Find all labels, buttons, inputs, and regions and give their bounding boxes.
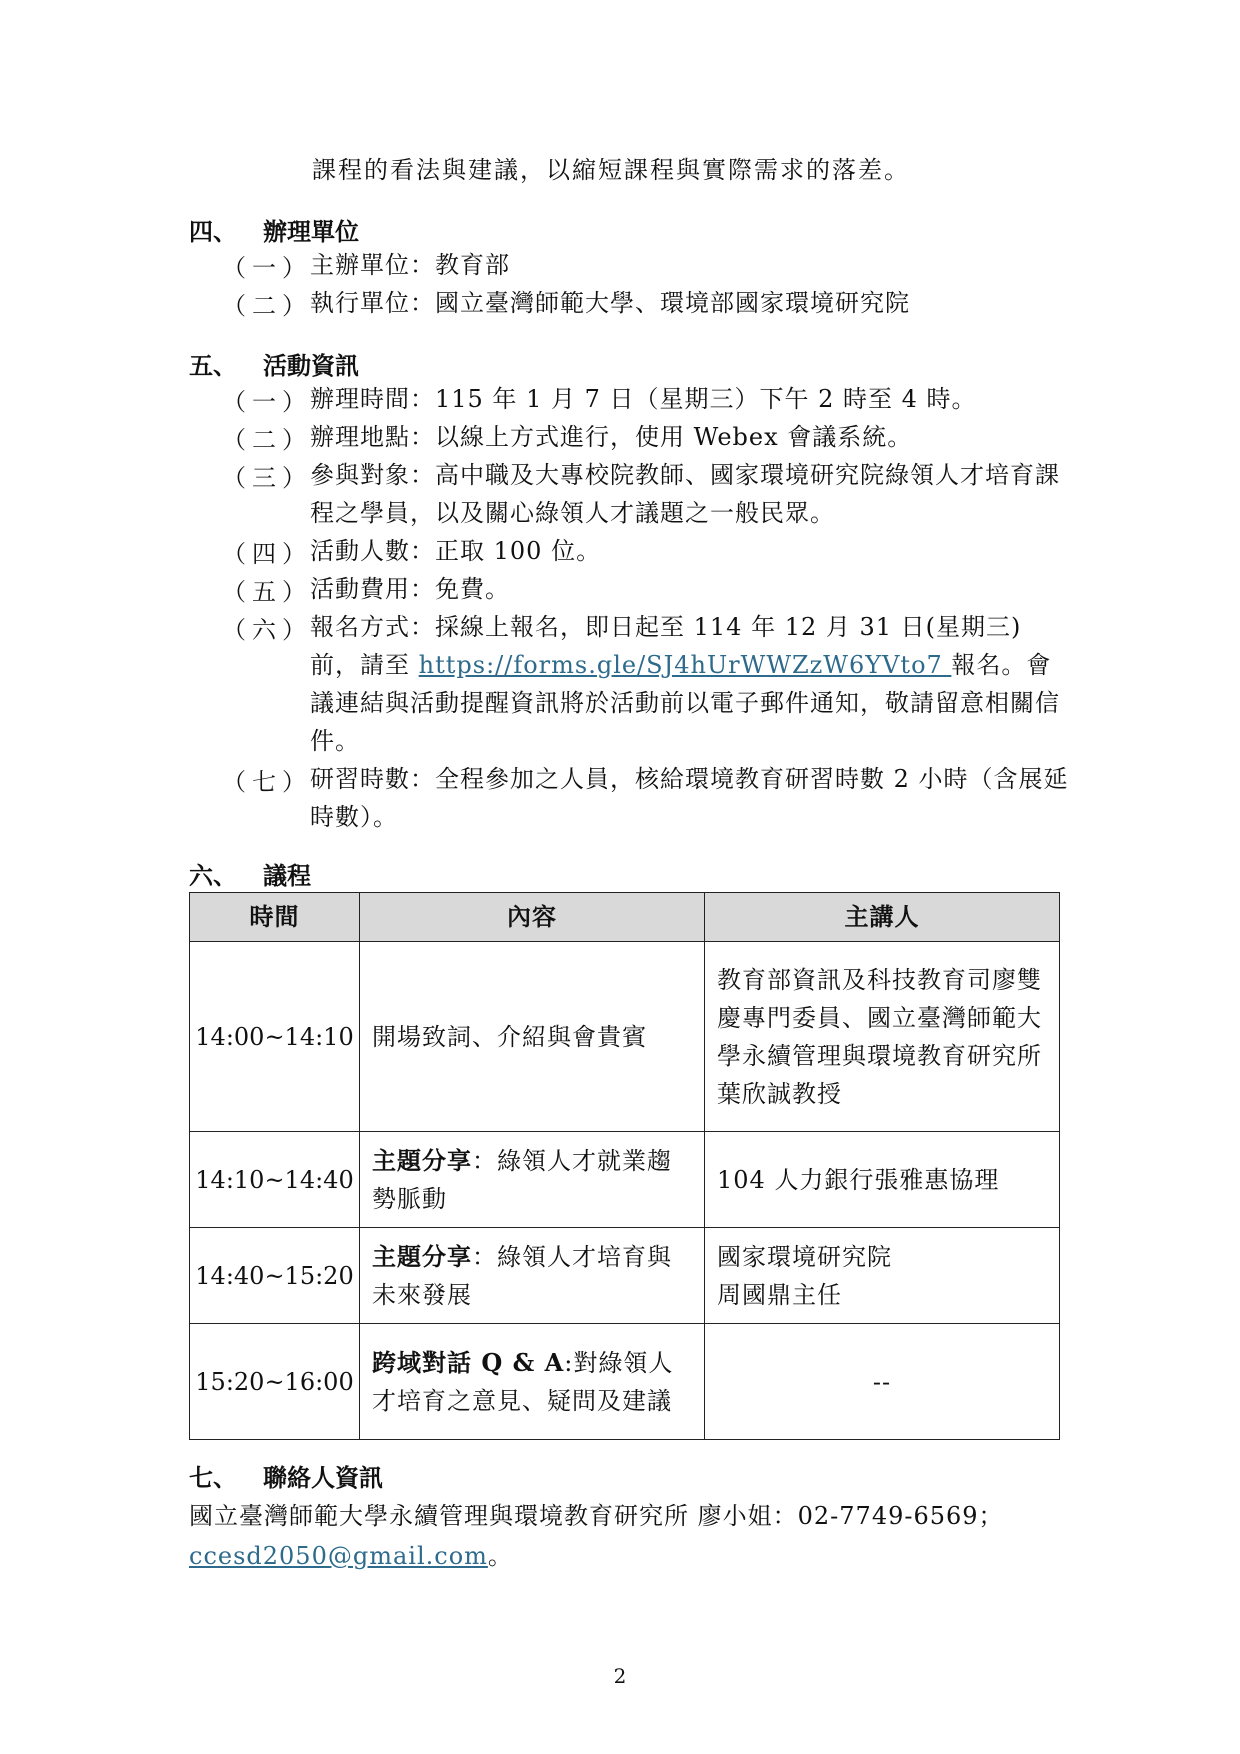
item-text: 活動費用：免費。 [310, 575, 510, 603]
header-content: 內容 [360, 893, 705, 942]
table-row [190, 1132, 1060, 1228]
intro-line: 課程的看法與建議，以縮短課程與實際需求的落差。 [312, 156, 910, 184]
table-header-row [190, 893, 1060, 942]
row-time: 14:40~15:20 [190, 1228, 360, 1324]
contact-email-link[interactable]: ccesd2050@gmail.com [189, 1542, 488, 1570]
registration-link[interactable]: https://forms.gle/SJ4hUrWWZzW6YVto7 [418, 651, 952, 679]
section-5-number: 五、 [189, 351, 237, 380]
item-prefix: （五） [222, 578, 312, 606]
row-speaker: 104 人力銀行張雅惠協理 [705, 1132, 1060, 1228]
item-prefix: （六） [222, 616, 312, 644]
contact-info [189, 1496, 1059, 1576]
section-4-heading [189, 212, 359, 247]
item-text: 研習時數：全程參加之人員，核給環境教育研習時數 2 小時（含展延時數）。 [310, 765, 1069, 831]
header-speaker: 主講人 [705, 893, 1060, 942]
section-4-number: 四、 [189, 217, 237, 246]
item-text: 執行單位：國立臺灣師範大學、環境部國家環境研究院 [310, 289, 910, 317]
content-text: ：綠領人才培育與未來發展 [372, 1242, 672, 1309]
table-row [190, 1228, 1060, 1324]
content-text: :對綠領人才培育之意見、疑問及建議 [372, 1348, 674, 1415]
row-speaker: 教育部資訊及科技教育司廖雙慶專門委員、國立臺灣師範大學永續管理與環境教育研究所葉欣誠教授 [705, 942, 1060, 1132]
section-7-heading [189, 1458, 383, 1493]
section-4-title: 辦理單位 [263, 217, 359, 246]
section-6-heading [189, 856, 311, 891]
table-row [190, 942, 1060, 1132]
table-row [190, 1324, 1060, 1440]
contact-text: 國立臺灣師範大學永續管理與環境教育研究所 廖小姐：02-7749-6569； [189, 1502, 1004, 1530]
item-text: 參與對象：高中職及大專校院教師、國家環境研究院綠領人才培育課程之學員，以及關心綠領人才議題之一般民眾。 [310, 461, 1060, 527]
item-prefix: （二） [222, 292, 312, 320]
row-speaker [705, 1228, 1060, 1324]
section-5-heading [189, 346, 359, 381]
item-prefix: （四） [222, 540, 312, 568]
item-text: 辦理時間：115 年 1 月 7 日（星期三）下午 2 時至 4 時。 [310, 385, 977, 413]
section-6-number: 六、 [189, 861, 237, 890]
section-6-title: 議程 [263, 861, 311, 890]
item-prefix: （二） [222, 426, 312, 454]
row-time: 15:20~16:00 [190, 1324, 360, 1440]
content-bold: 跨域對話 Q & A [372, 1347, 565, 1377]
registration-text-after: 報名。會議連結與活動提醒資訊將於活動前以電子郵件通知，敬請留意相關信件。 [310, 651, 1060, 755]
agenda-table [189, 892, 1060, 1440]
page-number: 2 [613, 1664, 627, 1688]
content-text: ：綠領人才就業趨勢脈動 [372, 1146, 672, 1213]
item-text: 主辦單位：教育部 [310, 251, 510, 279]
row-time: 14:10~14:40 [190, 1132, 360, 1228]
row-content [360, 1324, 705, 1440]
row-content [360, 1132, 705, 1228]
item-prefix: （七） [222, 768, 312, 796]
row-time: 14:00~14:10 [190, 942, 360, 1132]
section-7-number: 七、 [189, 1463, 237, 1492]
contact-text-after: 。 [487, 1542, 513, 1570]
item-text [310, 608, 1070, 760]
content-bold: 主題分享 [372, 1145, 472, 1175]
item-prefix: （一） [222, 254, 312, 282]
speaker-line-2: 周國鼎主任 [717, 1280, 842, 1309]
content-bold: 主題分享 [372, 1241, 472, 1271]
item-text: 辦理地點：以線上方式進行，使用 Webex 會議系統。 [310, 423, 913, 451]
header-time: 時間 [190, 893, 360, 942]
registration-text-before: 報名方式：採線上報名，即日起至 114 年 12 月 31 日(星期三)前，請至 [310, 613, 1022, 679]
item-text: 活動人數：正取 100 位。 [310, 537, 602, 565]
item-prefix: （三） [222, 464, 312, 492]
section-5-title: 活動資訊 [263, 351, 359, 380]
item-prefix: （一） [222, 388, 312, 416]
section-7-title: 聯絡人資訊 [263, 1463, 383, 1492]
row-speaker: -- [705, 1324, 1060, 1440]
row-content [360, 1228, 705, 1324]
row-content: 開場致詞、介紹與會貴賓 [360, 942, 705, 1132]
speaker-line-1: 國家環境研究院 [717, 1242, 892, 1271]
